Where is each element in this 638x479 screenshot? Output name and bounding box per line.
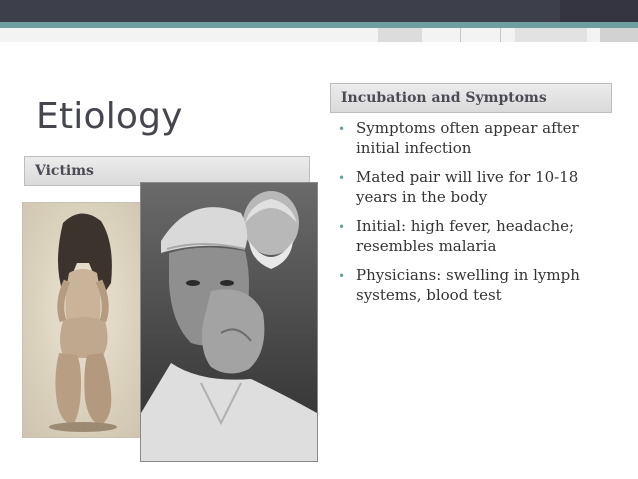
slide-title: Etiology [36, 96, 183, 137]
list-item [336, 118, 618, 158]
bullet-text: Physicians: swelling in lymph systems, blood test [356, 266, 580, 304]
top-band [0, 0, 638, 22]
bullet-text: Symptoms often appear after initial infection [356, 119, 579, 157]
bullet-text: Initial: high fever, headache; resembles malaria [356, 217, 575, 255]
list-item [336, 216, 618, 256]
stripe-divider [460, 28, 461, 42]
victims-header-label: Victims [35, 163, 94, 179]
bullet-icon: • [338, 220, 346, 234]
stripe-block [378, 28, 422, 42]
bullet-icon: • [338, 269, 346, 283]
bullet-text: Mated pair will live for 10-18 years in the body [356, 168, 579, 206]
stripe-block [600, 28, 638, 42]
list-item [336, 265, 618, 305]
stripe-block [515, 28, 587, 42]
list-item [336, 167, 618, 207]
top-band-right [560, 0, 638, 22]
symptom-list [336, 118, 618, 314]
victim-photo-man [140, 182, 318, 462]
incubation-header [330, 83, 612, 113]
stripe-divider [500, 28, 501, 42]
victim-photo-woman [22, 202, 146, 438]
incubation-header-label: Incubation and Symptoms [341, 90, 547, 106]
bullet-icon: • [338, 122, 346, 136]
bullet-icon: • [338, 171, 346, 185]
